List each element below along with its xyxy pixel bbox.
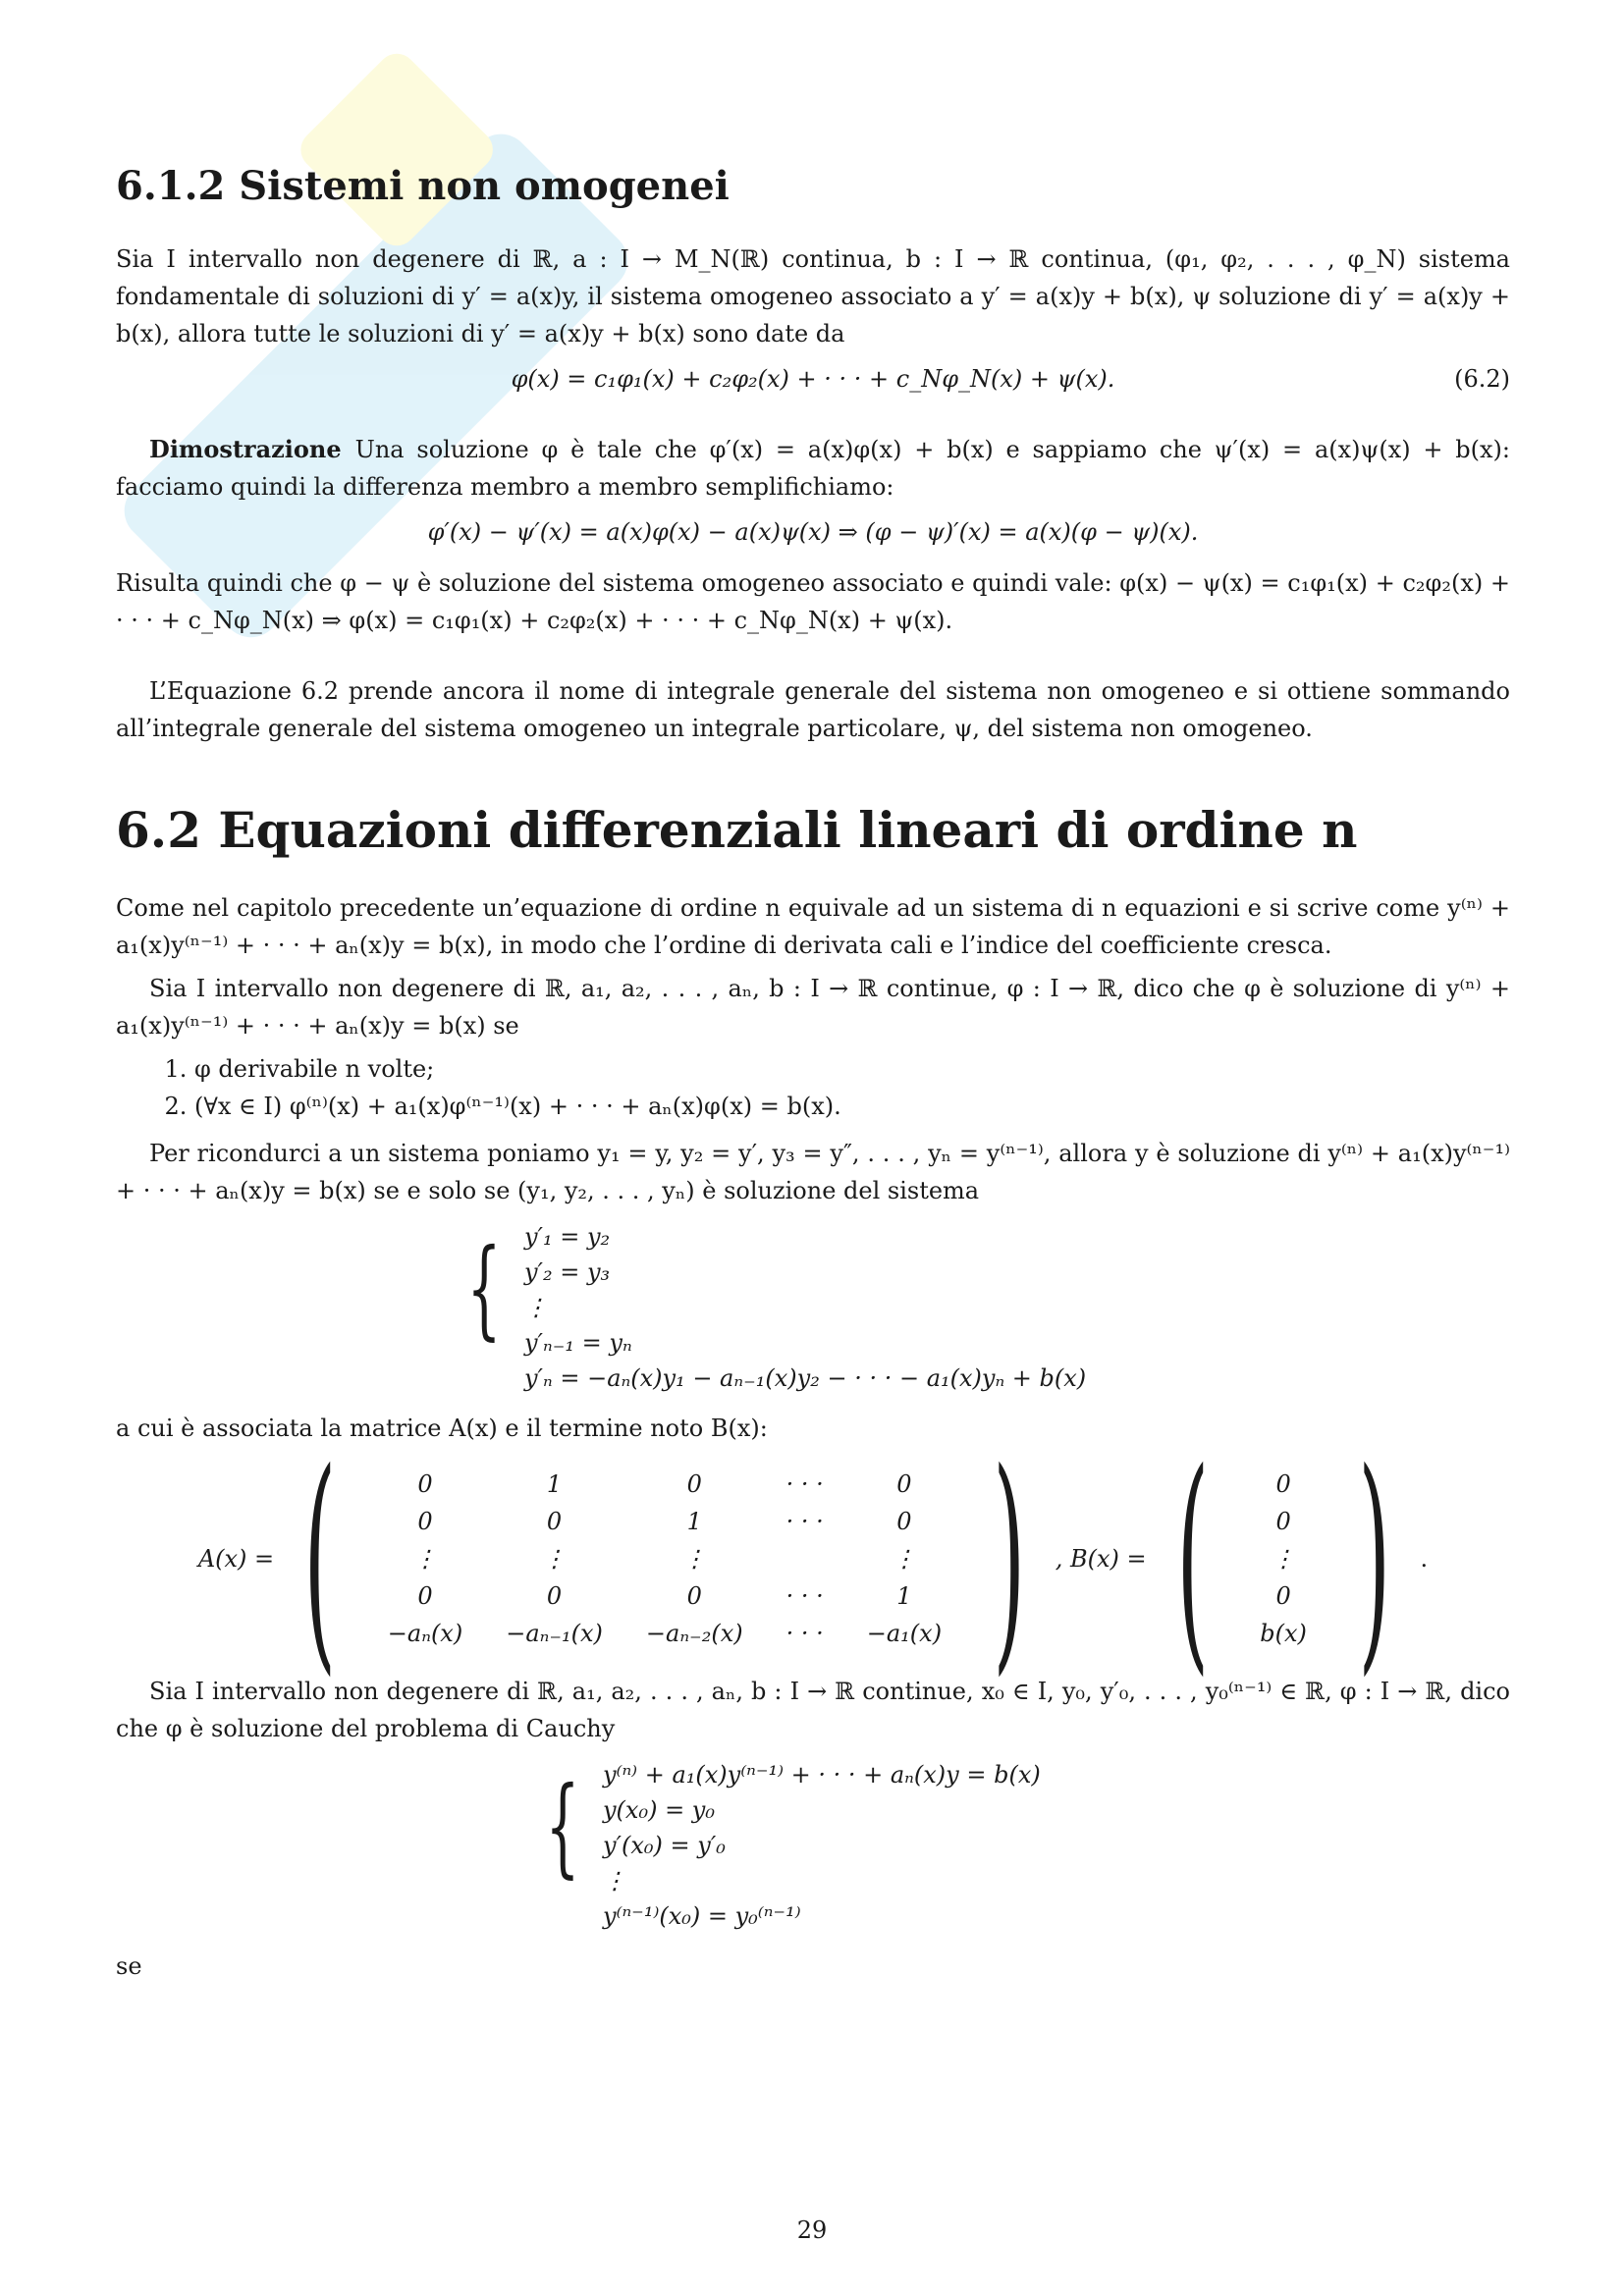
left-paren: ( bbox=[303, 1421, 337, 1696]
matrix-cell: 0 bbox=[546, 1508, 563, 1535]
proof-label: Dimostrazione bbox=[149, 435, 342, 463]
matrix-cell: −aₙ₋₂(x) bbox=[645, 1620, 743, 1647]
system-line: ⋮ bbox=[524, 1294, 548, 1321]
left-brace: { bbox=[466, 1225, 502, 1351]
left-paren: ( bbox=[1176, 1421, 1209, 1696]
matrix-cell: −a₁(x) bbox=[866, 1620, 943, 1647]
matrix-b bbox=[1238, 1466, 1328, 1652]
theorem-statement: Sia I intervallo non degenere di ℝ, a : I → M_N(ℝ) continua, b : I → ℝ continua, (φ₁, φ₂, . . . , φ_N) sistema fondamentale di soluzioni di y′ = a(x)y, il sistema omogeneo associato a y′ = a(x)y + b(x), ψ soluzione di y′ = a(x)y + b(x), allora tutte le soluzioni di y′ = a(x)y + b(x) sono date da bbox=[116, 245, 1510, 347]
matrix-cell: 1 bbox=[896, 1582, 912, 1610]
matrix-cell: 0 bbox=[417, 1470, 433, 1498]
matrix-cell: 0 bbox=[1275, 1470, 1291, 1498]
page-number: 29 bbox=[796, 2216, 828, 2244]
system-line: y′ₙ = −aₙ(x)y₁ − aₙ₋₁(x)y₂ − · · · − a₁(x)yₙ + b(x) bbox=[524, 1364, 1087, 1392]
cauchy-line: ⋮ bbox=[603, 1867, 626, 1895]
list-item: 2. (∀x ∈ I) φ⁽ⁿ⁾(x) + a₁(x)φ⁽ⁿ⁻¹⁾(x) + · · · + aₙ(x)φ(x) = b(x). bbox=[194, 1088, 1510, 1125]
proof-conclusion: Risulta quindi che φ − ψ è soluzione del sistema omogeneo associato e quindi vale: φ(x) − ψ(x) = c₁φ₁(x) + c₂φ₂(x) + · · · + c_Nφ_N(x) ⇒ φ(x) = c₁φ₁(x) + c₂φ₂(x) + · · · + c_Nφ_N(x) + ψ(x). bbox=[116, 569, 1510, 634]
system-line: y′ₙ₋₁ = yₙ bbox=[524, 1329, 632, 1357]
equation-system bbox=[450, 1219, 1510, 1396]
matrix-cell: · · · bbox=[785, 1470, 824, 1498]
cauchy-problem bbox=[528, 1757, 1510, 1934]
cauchy-line: y⁽ⁿ⁻¹⁾(x₀) = y₀⁽ⁿ⁻¹⁾ bbox=[603, 1902, 801, 1930]
matrix-cell: 0 bbox=[417, 1508, 433, 1535]
trailing-word: se bbox=[116, 1952, 142, 1980]
matrix-cell: 0 bbox=[686, 1470, 702, 1498]
list-item: 1. φ derivabile n volte; bbox=[194, 1050, 1510, 1088]
condition-list bbox=[116, 1050, 1510, 1125]
matrix-cell: −aₙ(x) bbox=[387, 1620, 463, 1647]
system-line: y′₁ = y₂ bbox=[524, 1223, 611, 1251]
matrix-cell: 0 bbox=[417, 1582, 433, 1610]
proof-equation bbox=[116, 513, 1510, 551]
system-line: y′₂ = y₃ bbox=[524, 1258, 611, 1286]
matrix-cell: ⋮ bbox=[682, 1545, 707, 1573]
matrix-cell: 0 bbox=[1275, 1508, 1291, 1535]
paragraph-matrix: a cui è associata la matrice A(x) e il termine noto B(x): bbox=[116, 1415, 768, 1442]
proof-equation-body: φ′(x) − ψ′(x) = a(x)φ(x) − a(x)ψ(x) ⇒ (φ − ψ)′(x) = a(x)(φ − ψ)(x). bbox=[427, 518, 1199, 546]
paragraph-cauchy: Sia I intervallo non degenere di ℝ, a₁, a₂, . . . , aₙ, b : I → ℝ continue, x₀ ∈ I, y₀, y′₀, . . . , y₀⁽ⁿ⁻¹⁾ ∈ ℝ, φ : I → ℝ, dico che φ è soluzione del problema di Cauchy bbox=[116, 1678, 1510, 1742]
matrix-cell: 0 bbox=[896, 1470, 912, 1498]
left-brace: { bbox=[545, 1763, 580, 1889]
equation-body: φ(x) = c₁φ₁(x) + c₂φ₂(x) + · · · + c_Nφ_N(x) + ψ(x). bbox=[511, 365, 1115, 393]
matrix-cell: ⋮ bbox=[413, 1545, 437, 1573]
matrix-cell: · · · bbox=[785, 1620, 824, 1647]
matrix-cell: ⋮ bbox=[1272, 1545, 1296, 1573]
equation-number: (6.2) bbox=[1454, 365, 1510, 393]
matrix-cell: 0 bbox=[1275, 1582, 1291, 1610]
paragraph-reduction: Per ricondurci a un sistema poniamo y₁ = y, y₂ = y′, y₃ = y″, . . . , yₙ = y⁽ⁿ⁻¹⁾, allora y è soluzione di y⁽ⁿ⁾ + a₁(x)y⁽ⁿ⁻¹⁾ + · · · + aₙ(x)y = b(x) se e solo se (y₁, y₂, . . . , yₙ) è soluzione del sistema bbox=[116, 1140, 1510, 1204]
subsection-title: 6.1.2 Sistemi non omogenei bbox=[116, 163, 730, 209]
paragraph-intro: Come nel capitolo precedente un’equazione di ordine n equivale ad un sistema di n equazioni e si scrive come y⁽ⁿ⁾ + a₁(x)y⁽ⁿ⁻¹⁾ + · · · + aₙ(x)y = b(x), in modo che l’ordine di derivata cali e l’indice del coefficiente cresca. bbox=[116, 894, 1510, 959]
matrix-cell: 0 bbox=[896, 1508, 912, 1535]
proof-paragraph bbox=[116, 431, 1510, 506]
matrix-a bbox=[366, 1466, 963, 1652]
equation-6-2 bbox=[116, 360, 1510, 398]
matrix-cell: 0 bbox=[546, 1582, 563, 1610]
matrix-cell: 1 bbox=[546, 1470, 563, 1498]
cauchy-line: y⁽ⁿ⁾ + a₁(x)y⁽ⁿ⁻¹⁾ + · · · + aₙ(x)y = b(x) bbox=[603, 1761, 1041, 1789]
matrix-cell: · · · bbox=[785, 1582, 824, 1610]
remark-paragraph: L’Equazione 6.2 prende ancora il nome di integrale generale del sistema non omogeneo e si ottiene sommando all’integrale generale del sistema omogeneo un integrale particolare, ψ, del sistema non omogeneo. bbox=[116, 677, 1510, 742]
paragraph-definition: Sia I intervallo non degenere di ℝ, a₁, a₂, . . . , aₙ, b : I → ℝ continue, φ : I → ℝ, dico che φ è soluzione di y⁽ⁿ⁾ + a₁(x)y⁽ⁿ⁻¹⁾ + · · · + aₙ(x)y = b(x) se bbox=[116, 975, 1510, 1040]
matrix-cell bbox=[765, 1540, 845, 1577]
matrix-cell: · · · bbox=[785, 1508, 824, 1535]
cauchy-line: y(x₀) = y₀ bbox=[603, 1796, 715, 1824]
matrix-cell: 1 bbox=[686, 1508, 702, 1535]
section-title: 6.2 Equazioni differenziali lineari di ordine n bbox=[116, 801, 1358, 859]
matrix-cell: ⋮ bbox=[892, 1545, 916, 1573]
cauchy-line: y′(x₀) = y′₀ bbox=[603, 1832, 726, 1859]
matrix-cell: −aₙ₋₁(x) bbox=[506, 1620, 603, 1647]
right-paren: ) bbox=[1358, 1421, 1391, 1696]
matrix-period: . bbox=[1420, 1545, 1429, 1573]
right-paren: ) bbox=[993, 1421, 1026, 1696]
matrix-cell: ⋮ bbox=[542, 1545, 567, 1573]
matrix-b-label: , B(x) = bbox=[1055, 1545, 1147, 1573]
matrix-cell: 0 bbox=[686, 1582, 702, 1610]
proof-text: Una soluzione φ è tale che φ′(x) = a(x)φ(x) + b(x) e sappiamo che ψ′(x) = a(x)ψ(x) + b(x): facciamo quindi la differenza membro a membro semplifichiamo: bbox=[116, 436, 1510, 501]
matrix-cell: b(x) bbox=[1260, 1620, 1307, 1647]
matrix-a-label: A(x) = bbox=[197, 1545, 275, 1573]
